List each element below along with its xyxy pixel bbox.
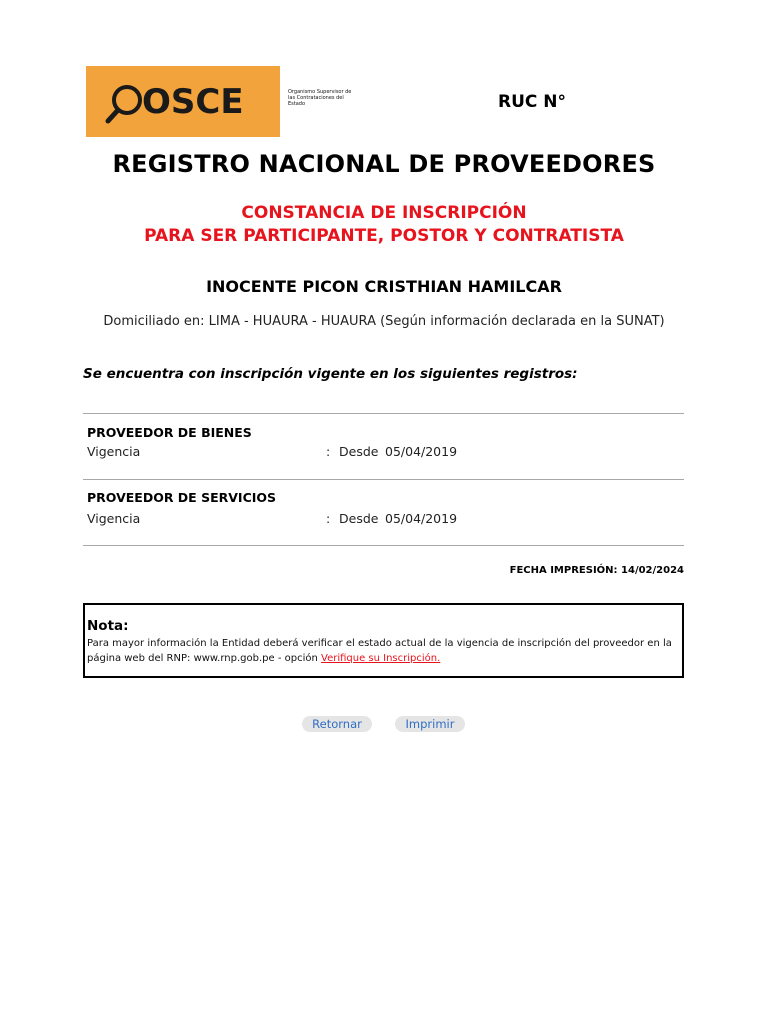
nota-box	[83, 603, 684, 678]
ruc-label: RUC N°	[498, 92, 567, 112]
nota-title: Nota:	[87, 618, 129, 634]
logo-text: OSCE	[142, 82, 244, 122]
page-title: REGISTRO NACIONAL DE PROVEEDORES	[112, 150, 656, 178]
magnifier-icon	[86, 66, 280, 137]
registro-date: 05/04/2019	[385, 511, 458, 526]
registro-colon: :	[326, 511, 331, 526]
divider	[83, 545, 684, 546]
provider-name: INOCENTE PICON CRISTHIAN HAMILCAR	[206, 277, 562, 296]
domicilio-text: Domiciliado en: LIMA - HUAURA - HUAURA (Según información declarada en la SUNAT)	[103, 314, 665, 329]
registro-title: PROVEEDOR DE BIENES	[87, 425, 252, 440]
fecha-impresion: FECHA IMPRESIÓN: 14/02/2024	[509, 565, 684, 576]
nota-body: Para mayor información la Entidad deberá verificar el estado actual de la vigencia de inscripción del proveedor en la página web del RNP: www.rnp.gob.pe - opción	[87, 638, 672, 664]
registro-colon: :	[326, 444, 331, 459]
verifique-inscripcion-link[interactable]: Verifique su Inscripción.	[321, 653, 441, 664]
retornar-button[interactable]: Retornar	[302, 716, 372, 732]
registro-desde: Desde	[339, 511, 379, 526]
nota-text	[87, 636, 681, 666]
registro-date: 05/04/2019	[385, 444, 458, 459]
registro-title: PROVEEDOR DE SERVICIOS	[87, 490, 277, 505]
osce-logo	[86, 66, 352, 137]
subtitle-line2: PARA SER PARTICIPANTE, POSTOR Y CONTRATISTA	[144, 226, 624, 246]
divider	[83, 479, 684, 480]
registro-label: Vigencia	[87, 511, 141, 526]
registro-desde: Desde	[339, 444, 379, 459]
logo-subtext: Organismo Supervisor de las Contrataciones del Estado	[288, 89, 352, 107]
subtitle-line1: CONSTANCIA DE INSCRIPCIÓN	[241, 203, 527, 223]
imprimir-button[interactable]: Imprimir	[395, 716, 465, 732]
vigente-text: Se encuentra con inscripción vigente en los siguientes registros:	[83, 366, 578, 382]
registro-label: Vigencia	[87, 444, 141, 459]
divider	[83, 413, 684, 414]
